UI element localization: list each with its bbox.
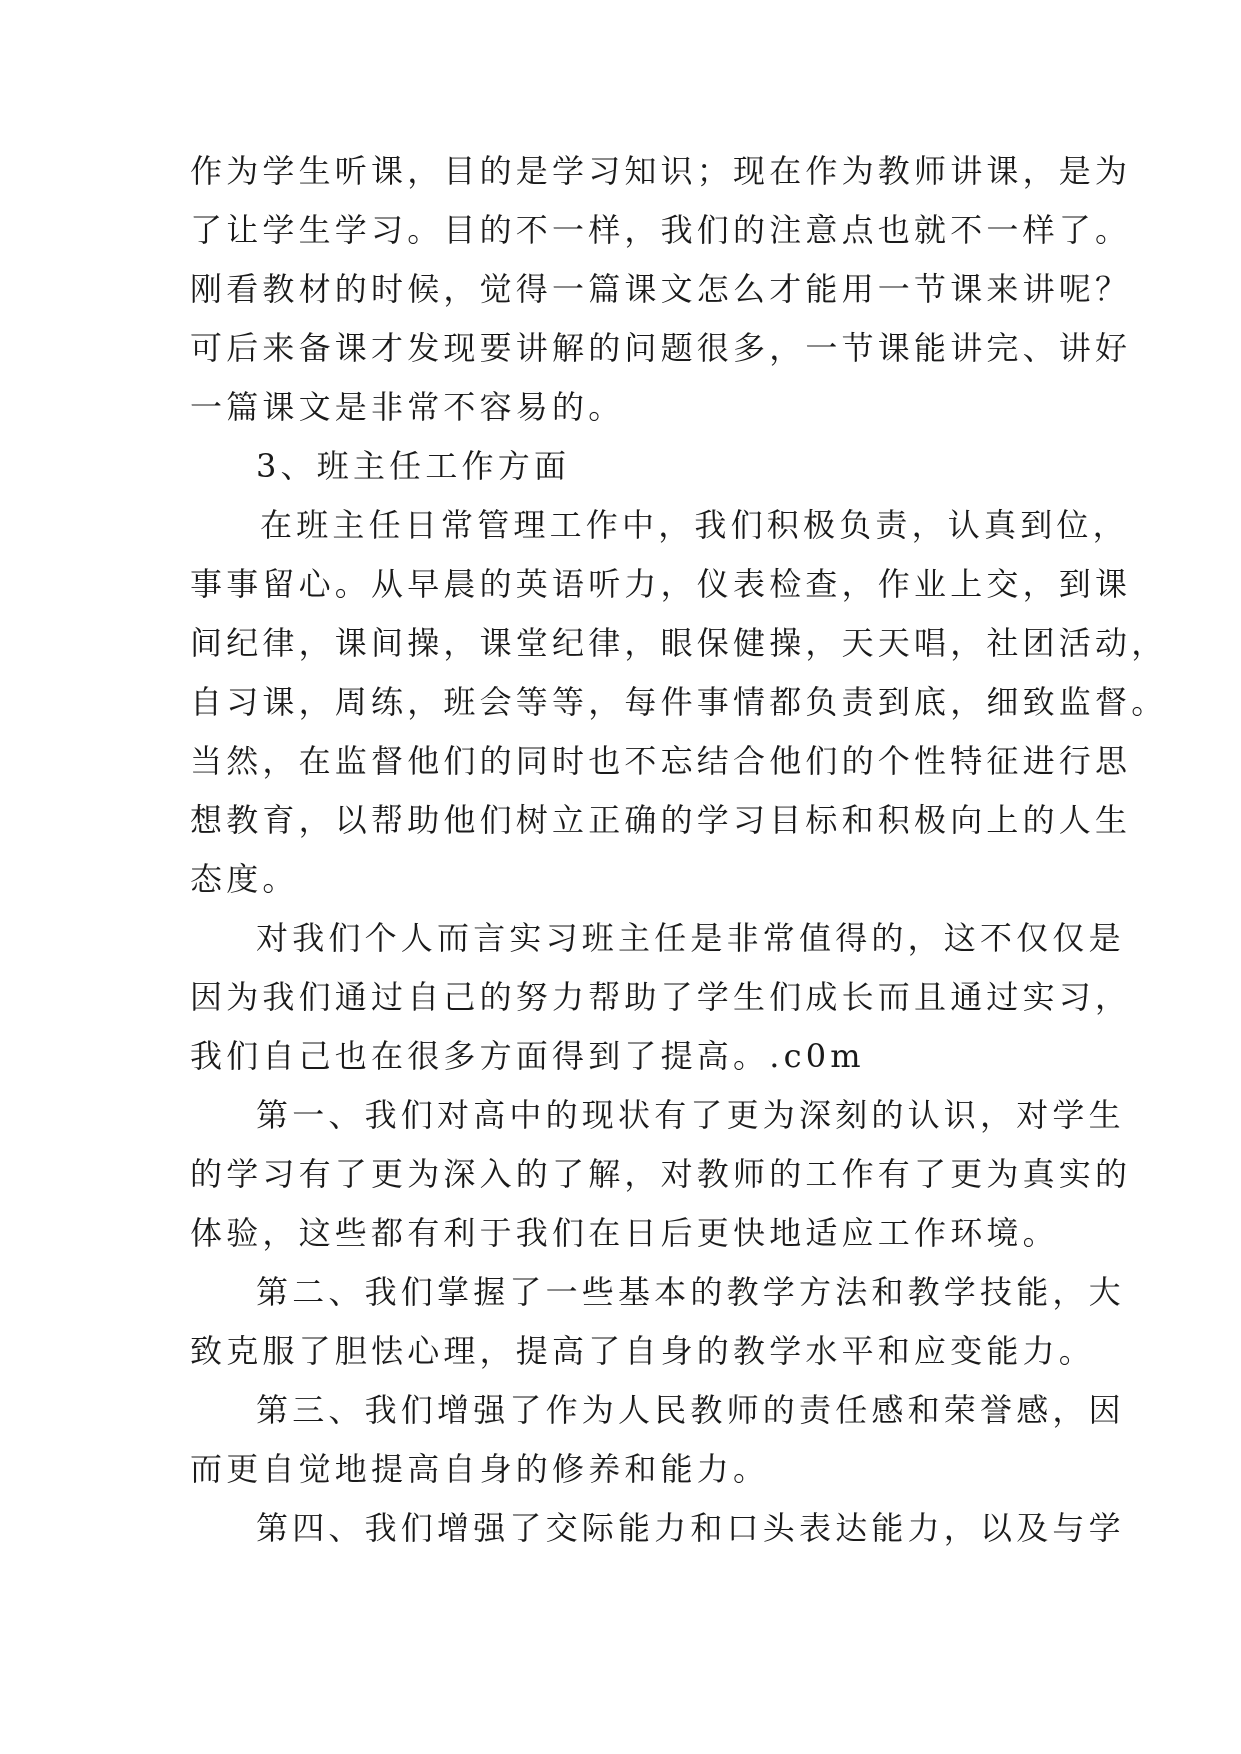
text-line: 的学习有了更为深入的了解，对教师的工作有了更为真实的 bbox=[190, 1155, 1132, 1193]
text-line: 想教育，以帮助他们树立正确的学习目标和积极向上的人生 bbox=[190, 801, 1132, 839]
text-line: 致克服了胆怯心理，提高了自身的教学水平和应变能力。 bbox=[190, 1332, 1096, 1370]
text-line: 作为学生听课，目的是学习知识；现在作为教师讲课，是为 bbox=[190, 152, 1132, 190]
text-line: 事事留心。从早晨的英语听力，仪表检查，作业上交，到课 bbox=[190, 565, 1132, 603]
text-line: 第二、我们掌握了一些基本的教学方法和教学技能，大 bbox=[256, 1273, 1125, 1311]
text-line: 间纪律，课间操，课堂纪律，眼保健操，天天唱，社团活动， bbox=[190, 624, 1168, 662]
document-body bbox=[190, 152, 1168, 1568]
text-line: 我们自己也在很多方面得到了提高。.c0m bbox=[190, 1037, 865, 1075]
text-line: 自习课，周练，班会等等，每件事情都负责到底，细致监督。 bbox=[190, 683, 1168, 721]
text-line: 对我们个人而言实习班主任是非常值得的，这不仅仅是 bbox=[256, 919, 1125, 957]
text-line: 了让学生学习。目的不一样，我们的注意点也就不一样了。 bbox=[190, 211, 1132, 249]
text-line: 而更自觉地提高自身的修养和能力。 bbox=[190, 1450, 770, 1488]
text-line: 当然，在监督他们的同时也不忘结合他们的个性特征进行思 bbox=[190, 742, 1132, 780]
text-line: 第四、我们增强了交际能力和口头表达能力，以及与学 bbox=[256, 1509, 1125, 1547]
text-line: 可后来备课才发现要讲解的问题很多，一节课能讲完、讲好 bbox=[190, 329, 1132, 367]
section-heading: 3、班主任工作方面 bbox=[256, 447, 571, 485]
text-line: 第一、我们对高中的现状有了更为深刻的认识，对学生 bbox=[256, 1096, 1125, 1134]
text-line: 在班主任日常管理工作中，我们积极负责，认真到位， bbox=[260, 506, 1129, 544]
text-line: 态度。 bbox=[190, 860, 299, 898]
text-line: 体验，这些都有利于我们在日后更快地适应工作环境。 bbox=[190, 1214, 1059, 1252]
text-line: 一篇课文是非常不容易的。 bbox=[190, 388, 625, 426]
text-line: 刚看教材的时候，觉得一篇课文怎么才能用一节课来讲呢？ bbox=[190, 270, 1132, 308]
text-line: 因为我们通过自己的努力帮助了学生们成长而且通过实习， bbox=[190, 978, 1132, 1016]
text-line: 第三、我们增强了作为人民教师的责任感和荣誉感，因 bbox=[256, 1391, 1125, 1429]
